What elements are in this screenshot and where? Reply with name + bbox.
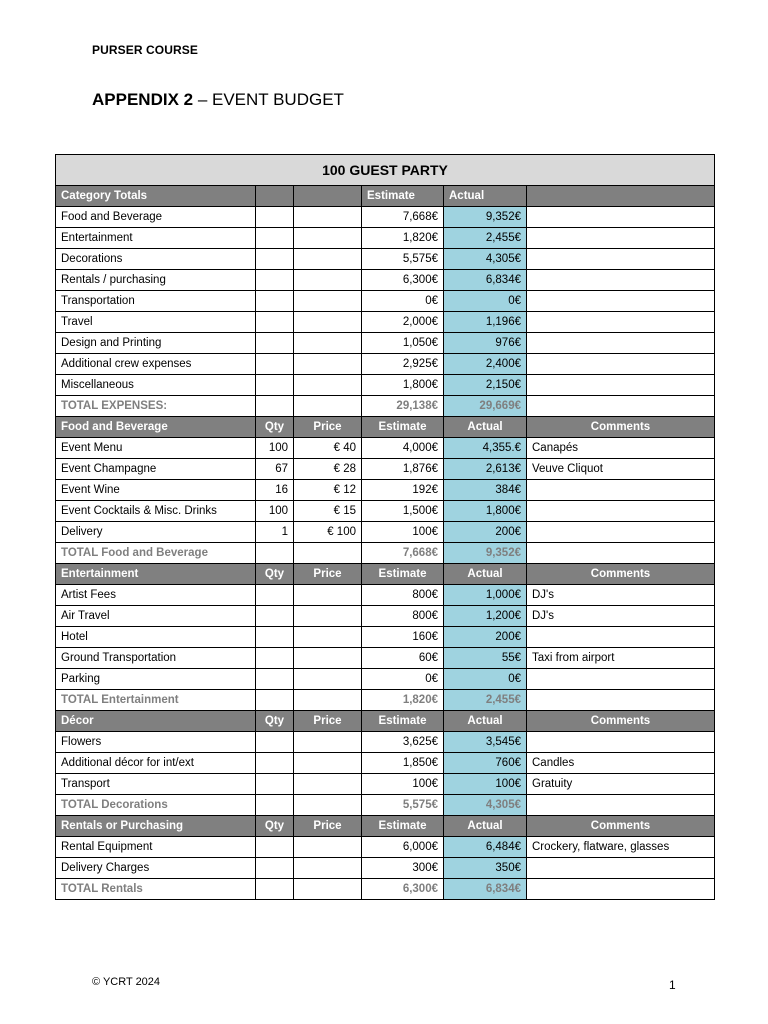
- table-row: [56, 522, 715, 543]
- price-cell: [294, 669, 362, 690]
- table-row: [56, 270, 715, 291]
- title-row: [56, 155, 715, 186]
- estimate-header: Estimate: [362, 711, 444, 732]
- table-row: [56, 375, 715, 396]
- price-cell: [294, 648, 362, 669]
- estimate-cell: 4,000€: [362, 438, 444, 459]
- comment-cell: [527, 501, 715, 522]
- actual-cell: 1,800€: [444, 501, 527, 522]
- row-label: Food and Beverage: [56, 207, 256, 228]
- price-cell: [294, 627, 362, 648]
- price-cell: € 40: [294, 438, 362, 459]
- actual-cell: 2,613€: [444, 459, 527, 480]
- table-row: [56, 249, 715, 270]
- total-estimate: 29,138€: [362, 396, 444, 417]
- actual-header: Actual: [444, 711, 527, 732]
- comment-cell: [527, 480, 715, 501]
- estimate-header: Estimate: [362, 816, 444, 837]
- comment-cell: Canapés: [527, 438, 715, 459]
- price-cell: € 28: [294, 459, 362, 480]
- price-cell: [294, 585, 362, 606]
- appendix-heading: [92, 90, 344, 110]
- total-label: TOTAL Food and Beverage: [56, 543, 256, 564]
- qty-header: Qty: [256, 417, 294, 438]
- row-label: Travel: [56, 312, 256, 333]
- price-cell: € 12: [294, 480, 362, 501]
- table-row: [56, 480, 715, 501]
- estimate-cell: 0€: [362, 291, 444, 312]
- total-label: TOTAL Entertainment: [56, 690, 256, 711]
- price-cell: [294, 837, 362, 858]
- actual-header: Actual: [444, 564, 527, 585]
- table-row: [56, 627, 715, 648]
- row-label: Miscellaneous: [56, 375, 256, 396]
- table-row: [56, 858, 715, 879]
- actual-cell: 1,000€: [444, 585, 527, 606]
- actual-cell: 6,484€: [444, 837, 527, 858]
- row-label: Event Champagne: [56, 459, 256, 480]
- estimate-cell: 100€: [362, 774, 444, 795]
- total-label: TOTAL EXPENSES:: [56, 396, 256, 417]
- entertainment-section-header: [56, 564, 715, 585]
- estimate-cell: 800€: [362, 585, 444, 606]
- row-label: Event Cocktails & Misc. Drinks: [56, 501, 256, 522]
- section-label: Category Totals: [56, 186, 256, 207]
- row-label: Delivery Charges: [56, 858, 256, 879]
- total-actual: 4,305€: [444, 795, 527, 816]
- actual-cell: 2,455€: [444, 228, 527, 249]
- estimate-cell: 5,575€: [362, 249, 444, 270]
- qty-cell: [256, 837, 294, 858]
- row-label: Air Travel: [56, 606, 256, 627]
- estimate-cell: 800€: [362, 606, 444, 627]
- actual-cell: 4,355.€: [444, 438, 527, 459]
- comments-header: Comments: [527, 417, 715, 438]
- price-cell: [294, 858, 362, 879]
- row-label: Artist Fees: [56, 585, 256, 606]
- table-row: [56, 732, 715, 753]
- actual-cell: 350€: [444, 858, 527, 879]
- total-row: [56, 795, 715, 816]
- qty-header: Qty: [256, 564, 294, 585]
- price-cell: [294, 732, 362, 753]
- comment-cell: DJ's: [527, 585, 715, 606]
- comment-cell: [527, 858, 715, 879]
- row-label: Rental Equipment: [56, 837, 256, 858]
- total-row: [56, 690, 715, 711]
- actual-cell: 760€: [444, 753, 527, 774]
- copyright: © YCRT 2024: [92, 976, 161, 988]
- section-label: Rentals or Purchasing: [56, 816, 256, 837]
- estimate-cell: 0€: [362, 669, 444, 690]
- actual-cell: 55€: [444, 648, 527, 669]
- rentals-section-header: [56, 816, 715, 837]
- food-section-header: [56, 417, 715, 438]
- table-row: [56, 774, 715, 795]
- estimate-header: Estimate: [362, 186, 444, 207]
- total-row: [56, 543, 715, 564]
- estimate-cell: 2,000€: [362, 312, 444, 333]
- table-row: [56, 753, 715, 774]
- actual-header: Actual: [444, 816, 527, 837]
- estimate-cell: 1,500€: [362, 501, 444, 522]
- total-estimate: 7,668€: [362, 543, 444, 564]
- table-row: [56, 207, 715, 228]
- row-label: Rentals / purchasing: [56, 270, 256, 291]
- page-number: 1: [669, 978, 676, 992]
- total-label: TOTAL Rentals: [56, 879, 256, 900]
- estimate-cell: 1,800€: [362, 375, 444, 396]
- budget-table: [55, 154, 715, 900]
- estimate-cell: 2,925€: [362, 354, 444, 375]
- qty-header: Qty: [256, 711, 294, 732]
- comment-cell: Veuve Cliquot: [527, 459, 715, 480]
- appendix-subtitle: – EVENT BUDGET: [193, 90, 344, 109]
- estimate-header: Estimate: [362, 564, 444, 585]
- estimate-cell: 6,300€: [362, 270, 444, 291]
- table-row: [56, 837, 715, 858]
- comment-cell: DJ's: [527, 606, 715, 627]
- estimate-cell: 1,850€: [362, 753, 444, 774]
- comment-cell: [527, 669, 715, 690]
- actual-cell: 384€: [444, 480, 527, 501]
- price-header: Price: [294, 816, 362, 837]
- comment-cell: [527, 522, 715, 543]
- row-label: Transport: [56, 774, 256, 795]
- decor-section-header: [56, 711, 715, 732]
- qty-cell: 100: [256, 438, 294, 459]
- actual-cell: 100€: [444, 774, 527, 795]
- actual-cell: 0€: [444, 669, 527, 690]
- estimate-cell: 300€: [362, 858, 444, 879]
- qty-cell: [256, 648, 294, 669]
- total-estimate: 6,300€: [362, 879, 444, 900]
- actual-cell: 1,196€: [444, 312, 527, 333]
- price-cell: [294, 774, 362, 795]
- total-actual: 29,669€: [444, 396, 527, 417]
- actual-cell: 1,200€: [444, 606, 527, 627]
- actual-cell: 200€: [444, 627, 527, 648]
- comment-cell: [527, 627, 715, 648]
- estimate-cell: 1,876€: [362, 459, 444, 480]
- row-label: Event Wine: [56, 480, 256, 501]
- comments-header: Comments: [527, 711, 715, 732]
- actual-cell: 6,834€: [444, 270, 527, 291]
- table-row: [56, 606, 715, 627]
- comment-cell: Gratuity: [527, 774, 715, 795]
- price-header: Price: [294, 711, 362, 732]
- table-row: [56, 438, 715, 459]
- actual-header: Actual: [444, 417, 527, 438]
- actual-cell: 0€: [444, 291, 527, 312]
- table-row: [56, 312, 715, 333]
- actual-header: Actual: [444, 186, 527, 207]
- price-cell: [294, 606, 362, 627]
- qty-cell: 16: [256, 480, 294, 501]
- comments-header: Comments: [527, 816, 715, 837]
- appendix-number: APPENDIX 2: [92, 90, 194, 109]
- qty-cell: 67: [256, 459, 294, 480]
- estimate-cell: 7,668€: [362, 207, 444, 228]
- comment-cell: [527, 732, 715, 753]
- price-header: Price: [294, 564, 362, 585]
- qty-header: Qty: [256, 816, 294, 837]
- row-label: Ground Transportation: [56, 648, 256, 669]
- table-row: [56, 501, 715, 522]
- estimate-cell: 1,050€: [362, 333, 444, 354]
- category-totals-header: [56, 186, 715, 207]
- actual-cell: 3,545€: [444, 732, 527, 753]
- estimate-cell: 60€: [362, 648, 444, 669]
- total-label: TOTAL Decorations: [56, 795, 256, 816]
- qty-cell: 100: [256, 501, 294, 522]
- total-actual: 9,352€: [444, 543, 527, 564]
- estimate-cell: 100€: [362, 522, 444, 543]
- row-label: Parking: [56, 669, 256, 690]
- table-row: [56, 354, 715, 375]
- actual-cell: 976€: [444, 333, 527, 354]
- row-label: Additional décor for int/ext: [56, 753, 256, 774]
- total-estimate: 1,820€: [362, 690, 444, 711]
- table-row: [56, 459, 715, 480]
- row-label: Hotel: [56, 627, 256, 648]
- table-title: 100 GUEST PARTY: [56, 155, 715, 186]
- estimate-cell: 6,000€: [362, 837, 444, 858]
- row-label: Delivery: [56, 522, 256, 543]
- table-row: [56, 669, 715, 690]
- qty-cell: [256, 627, 294, 648]
- actual-cell: 200€: [444, 522, 527, 543]
- total-actual: 2,455€: [444, 690, 527, 711]
- total-row: [56, 396, 715, 417]
- row-label: Entertainment: [56, 228, 256, 249]
- qty-cell: [256, 858, 294, 879]
- section-label: Entertainment: [56, 564, 256, 585]
- row-label: Design and Printing: [56, 333, 256, 354]
- qty-cell: [256, 585, 294, 606]
- total-actual: 6,834€: [444, 879, 527, 900]
- section-label: Décor: [56, 711, 256, 732]
- row-label: Additional crew expenses: [56, 354, 256, 375]
- course-title: PURSER COURSE: [92, 43, 198, 57]
- comments-header: Comments: [527, 564, 715, 585]
- estimate-cell: 3,625€: [362, 732, 444, 753]
- table-row: [56, 228, 715, 249]
- comment-cell: Crockery, flatware, glasses: [527, 837, 715, 858]
- qty-cell: 1: [256, 522, 294, 543]
- price-header: Price: [294, 417, 362, 438]
- estimate-cell: 1,820€: [362, 228, 444, 249]
- table-row: [56, 333, 715, 354]
- row-label: Event Menu: [56, 438, 256, 459]
- table-row: [56, 648, 715, 669]
- price-cell: € 15: [294, 501, 362, 522]
- qty-cell: [256, 774, 294, 795]
- row-label: Decorations: [56, 249, 256, 270]
- section-label: Food and Beverage: [56, 417, 256, 438]
- table-row: [56, 585, 715, 606]
- qty-cell: [256, 606, 294, 627]
- price-cell: [294, 753, 362, 774]
- qty-cell: [256, 732, 294, 753]
- estimate-cell: 192€: [362, 480, 444, 501]
- row-label: Flowers: [56, 732, 256, 753]
- estimate-cell: 160€: [362, 627, 444, 648]
- row-label: Transportation: [56, 291, 256, 312]
- actual-cell: 4,305€: [444, 249, 527, 270]
- qty-cell: [256, 753, 294, 774]
- comment-cell: Candles: [527, 753, 715, 774]
- estimate-header: Estimate: [362, 417, 444, 438]
- total-row: [56, 879, 715, 900]
- comment-cell: Taxi from airport: [527, 648, 715, 669]
- price-cell: € 100: [294, 522, 362, 543]
- actual-cell: 2,400€: [444, 354, 527, 375]
- actual-cell: 9,352€: [444, 207, 527, 228]
- actual-cell: 2,150€: [444, 375, 527, 396]
- table-row: [56, 291, 715, 312]
- total-estimate: 5,575€: [362, 795, 444, 816]
- qty-cell: [256, 669, 294, 690]
